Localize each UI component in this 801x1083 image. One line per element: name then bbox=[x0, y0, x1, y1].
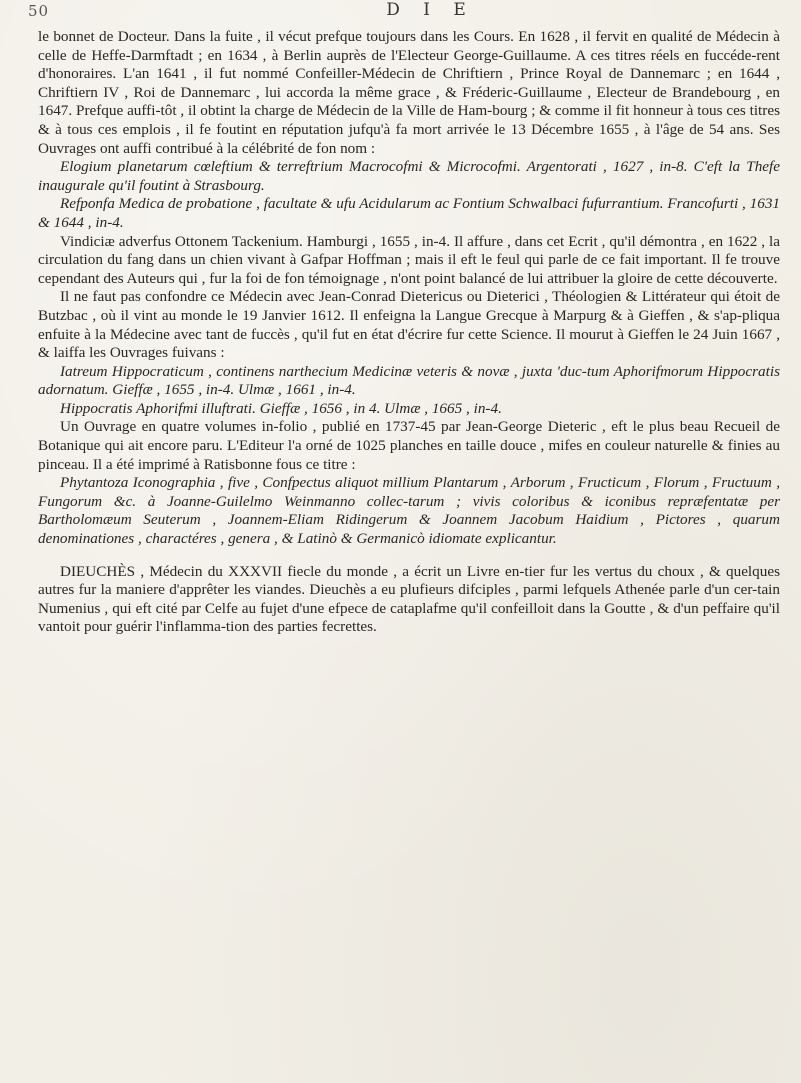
paragraph-jean-conrad: Il ne faut pas confondre ce Médecin avec Jean-Conrad Dietericus ou Dieterici , Théologien & Littérateur qui étoit de Butzbac , où il vint au monde le 19 Janvier 1612. Il enfeigna la Langue Grecque à Marpurg & à Gieffen , & s'ap-pliqua enfuite à la Médecine avec tant de fuccès , qu'il fut en état d'écrire fur cette Science. Il mourut à Gieffen le 24 Juin 1667 , & laiffa les Ouvrages fuivans : bbox=[38, 288, 780, 362]
bibliography-entry-vindiciae: Vindiciæ adverfus Ottonem Tackenium. Hamburgi , 1655 , in-4. Il affure , dans cet Ecrit , qu'il démontra , en 1622 , la circulation du fang dans un chien vivant à Gafpar Hoffman ; mais il eft le feul qui parle de ce fait important. Il fe trouve cependant des Auteurs qui , fur la foi de fon témoignage , n'ont point balancé de lui attribuer la gloire de cette découverte. bbox=[38, 232, 780, 287]
entry-dieuches: DIEUCHÈS , Médecin du XXXVII fiecle du monde , a écrit un Livre en-tier fur les vertus du choux , & quelques autres fur la maniere d'apprêter les viandes. Dieuchès a eu plufieurs difciples , parmi lefquels Athenée parle d'un cer-tain Numenius , qui eft cité par Celfe au fujet d'une efpece de cataplafme qu'il confeilloit dans la Goutte , & d'un peffaire qu'il vantoit pour guérir l'inflamma-tion des parties fecrettes. bbox=[38, 562, 780, 636]
bibliography-entry-hippocratis: Hippocratis Aphorifmi illuftrati. Gieffæ , 1656 , in 4. Ulmæ , 1665 , in-4. bbox=[60, 399, 502, 417]
bibliography-entry-responsa: Refponfa Medica de probatione , facultate & ufu Acidularum ac Fontium Schwalbaci fufurrantium. Francofurti , 1631 & 1644 , in-4. bbox=[38, 195, 780, 231]
bibliography-entry-phytantoza: Phytantoza Iconographia , five , Confpectus aliquot millium Plantarum , Arborum , Fructicum , Florum , Fructuum , Fungorum &c. à Joanne-Guilelmo Weinmanno collec-tarum ; vivis coloribus & iconibus repræfentatæ per Bartholomæum Seuterum , Joannem-Eliam Ridingerum & Joannem Jacobum Haidium , Pictores , quarum denominationes , charactéres , genera , & Latinò & Germanicò idiomate explicantur. bbox=[38, 474, 780, 548]
bibliography-entry-elogium: Elogium planetarum cœleftium & terreftrium Macrocofmi & Microcofmi. Argentorati , 1627 , in-8. C'eft la Thefe inaugurale qu'il foutint à Strasbourg. bbox=[38, 158, 780, 194]
bibliography-entry-iatreum: Iatreum Hippocraticum , continens narthecium Medicinæ veteris & novæ , juxta 'duc-tum Aphorifmorum Hippocratis adornatum. Gieffæ , 1655 , in-4. Ulmæ , 1661 , in-4. bbox=[38, 362, 780, 399]
paragraph-dietericus-career: le bonnet de Docteur. Dans la fuite , il vécut prefque toujours dans les Cours. En 1628 , il fervit en qualité de Médecin à celle de Heffe-Darmftadt ; en 1634 , à Berlin auprès de l'Electeur George-Guillaume. A ces titres réels en fuccéde-rent d'honoraires. L'an 1641 , il fut nommé Confeiller-Médecin de Chriftiern , Prince Royal de Dannemarc ; en 1644 , Chriftiern IV , Roi de Dannemarc , lui accorda la même grace , & Fréderic-Guillaume , Electeur de Brandebourg , en 1647. Prefque auffi-tôt , il obtint la charge de Médecin de la Ville de Ham-bourg ; & comme il fit honneur à tous ces titres & à tous ces emplois , il fe foutint en réputation jufqu'à fa mort arrivée le 13 Décembre 1655 , à l'âge de 54 ans. Ses Ouvrages ont auffi contribué à la célébrité de fon nom : bbox=[38, 28, 780, 157]
page-number: 50 bbox=[28, 2, 50, 20]
paragraph-botany-work: Un Ouvrage en quatre volumes in-folio , publié en 1737-45 par Jean-George Dieteric , eft le plus beau Recueil de Botanique qui ait encore paru. L'Editeur l'a orné de 1025 planches en taille douce , mifes en couleur naturelle & finies au pinceau. Il a été imprimé à Ratisbonne fous ce titre : bbox=[38, 418, 780, 473]
running-title: D I E bbox=[386, 0, 475, 20]
page-body bbox=[38, 28, 780, 637]
